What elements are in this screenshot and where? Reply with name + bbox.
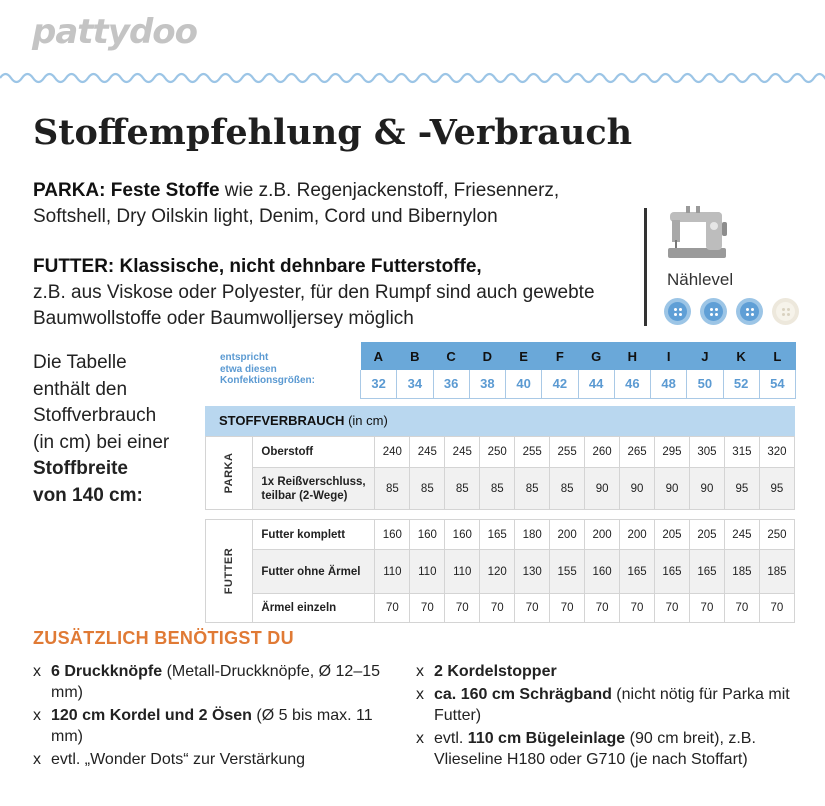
- parka-label: PARKA:: [33, 180, 106, 201]
- table-cell: 70: [689, 594, 724, 623]
- logo: pattydoo: [32, 12, 198, 52]
- list-item: x evtl. 110 cm Bügeleinlage (90 cm breit), z.B. Vlieseline H180 oder G710 (je nach Stoffart): [416, 728, 811, 770]
- table-cell: 70: [724, 594, 759, 623]
- table-cell: 295: [655, 437, 690, 468]
- table-cell: 185: [759, 550, 794, 594]
- table-cell: 85: [515, 468, 550, 510]
- list-item: x ca. 160 cm Schrägband (nicht nötig für Parka mit Futter): [416, 684, 811, 726]
- size-letters-row: [361, 342, 796, 370]
- parka-bold: Feste Stoffe: [110, 180, 220, 201]
- divider-line: [644, 208, 647, 326]
- sewing-machine-icon: [664, 204, 730, 262]
- group-gap: [206, 510, 795, 520]
- table-cell: 305: [689, 437, 724, 468]
- naehlevel-label: Nählevel: [667, 270, 734, 289]
- table-cell: 85: [375, 468, 410, 510]
- table-cell: 70: [759, 594, 794, 623]
- table-cell: 265: [620, 437, 655, 468]
- table-cell: 155: [550, 550, 585, 594]
- table-intro: [33, 350, 198, 509]
- button-icon: [772, 298, 799, 325]
- button-icon: [736, 298, 763, 325]
- table-cell: 180: [515, 520, 550, 550]
- list-item: x 2 Kordelstopper: [416, 661, 811, 682]
- size-letter: H: [614, 342, 650, 370]
- table-row: [206, 437, 795, 468]
- table-cell: 90: [655, 468, 690, 510]
- table-cell: 70: [585, 594, 620, 623]
- table-cell: 255: [550, 437, 585, 468]
- table-cell: 200: [550, 520, 585, 550]
- extras-list-right: [416, 661, 811, 772]
- size-number: 54: [759, 370, 795, 398]
- table-cell: 315: [724, 437, 759, 468]
- row-label: Futter komplett: [253, 520, 375, 550]
- group-label: PARKA: [206, 437, 253, 510]
- list-item: x evtl. „Wonder Dots“ zur Verstärkung: [33, 749, 393, 770]
- size-number: 46: [614, 370, 650, 398]
- table-row: [206, 520, 795, 550]
- table-cell: 85: [480, 468, 515, 510]
- row-label: 1x Reißverschluss, teilbar (2-Wege): [253, 468, 375, 510]
- intro-line: von 140 cm:: [33, 484, 143, 506]
- extras-list-left: [33, 661, 393, 772]
- size-letter: L: [759, 342, 795, 370]
- size-letter: G: [578, 342, 614, 370]
- table-cell: 110: [375, 550, 410, 594]
- button-icon: [700, 298, 727, 325]
- wave-divider: [0, 68, 825, 88]
- parka-text: wie z.B. Regenjackenstoff, Friesennerz, Softshell, Dry Oilskin light, Denim, Cord und Bibernylon: [33, 180, 560, 227]
- futter-text: z.B. aus Viskose oder Polyester, für den Rumpf sind auch gewebte Baumwollstoffe oder Baumwolljersey möglich: [33, 282, 595, 329]
- table-cell: 70: [655, 594, 690, 623]
- size-letter: K: [723, 342, 759, 370]
- consumption-header: STOFFVERBRAUCH (in cm): [205, 406, 795, 436]
- table-cell: 200: [585, 520, 620, 550]
- table-cell: 160: [585, 550, 620, 594]
- intro-line: (in cm) bei einer: [33, 431, 170, 453]
- size-numbers-row: [361, 370, 796, 398]
- table-cell: 90: [620, 468, 655, 510]
- table-cell: 70: [515, 594, 550, 623]
- page-title: Stoffempfehlung & -Verbrauch: [33, 112, 633, 153]
- size-letter: D: [469, 342, 505, 370]
- table-cell: 130: [515, 550, 550, 594]
- table-cell: 240: [375, 437, 410, 468]
- extras-title: ZUSÄTZLICH BENÖTIGST DU: [33, 628, 294, 648]
- size-number: 52: [723, 370, 759, 398]
- table-cell: 70: [445, 594, 480, 623]
- consumption-table-wrap: [205, 406, 795, 623]
- table-cell: 165: [655, 550, 690, 594]
- table-cell: 165: [689, 550, 724, 594]
- table-cell: 90: [689, 468, 724, 510]
- table-cell: 185: [724, 550, 759, 594]
- size-label: entspricht etwa diesen Konfektionsgrößen:: [220, 352, 315, 386]
- size-number: 40: [506, 370, 542, 398]
- size-number: 32: [361, 370, 397, 398]
- size-number: 48: [651, 370, 687, 398]
- size-letter: F: [542, 342, 578, 370]
- table-cell: 70: [620, 594, 655, 623]
- table-cell: 70: [375, 594, 410, 623]
- table-cell: 95: [724, 468, 759, 510]
- table-row: [206, 550, 795, 594]
- table-cell: 245: [445, 437, 480, 468]
- size-number: 42: [542, 370, 578, 398]
- futter-bold: Klassische, nicht dehnbare Futterstoffe,: [119, 256, 482, 277]
- table-cell: 245: [410, 437, 445, 468]
- table-cell: 70: [410, 594, 445, 623]
- table-cell: 85: [410, 468, 445, 510]
- table-cell: 205: [689, 520, 724, 550]
- table-cell: 165: [620, 550, 655, 594]
- naehlevel-rating: [664, 298, 799, 325]
- table-cell: 160: [375, 520, 410, 550]
- intro-line: Die Tabelle: [33, 352, 127, 373]
- size-letter: I: [651, 342, 687, 370]
- table-cell: 250: [759, 520, 794, 550]
- size-letter: J: [687, 342, 723, 370]
- table-cell: 250: [480, 437, 515, 468]
- table-cell: 205: [655, 520, 690, 550]
- table-cell: 245: [724, 520, 759, 550]
- consumption-table: [205, 436, 795, 623]
- size-table: [360, 342, 796, 399]
- list-item: x 120 cm Kordel und 2 Ösen (Ø 5 bis max. 11 mm): [33, 705, 393, 747]
- table-cell: 85: [445, 468, 480, 510]
- table-cell: 110: [410, 550, 445, 594]
- size-number: 36: [433, 370, 469, 398]
- table-cell: 95: [759, 468, 794, 510]
- button-icon: [664, 298, 691, 325]
- table-cell: 200: [620, 520, 655, 550]
- table-cell: 260: [585, 437, 620, 468]
- table-cell: 255: [515, 437, 550, 468]
- size-number: 44: [578, 370, 614, 398]
- row-label: Oberstoff: [253, 437, 375, 468]
- size-number: 50: [687, 370, 723, 398]
- futter-recommendation: [33, 254, 633, 332]
- row-label: Ärmel einzeln: [253, 594, 375, 623]
- size-letter: C: [433, 342, 469, 370]
- intro-line: enthält den: [33, 378, 128, 400]
- row-label: Futter ohne Ärmel: [253, 550, 375, 594]
- size-letter: B: [397, 342, 433, 370]
- size-letter: A: [361, 342, 397, 370]
- list-item: x 6 Druckknöpfe (Metall-Druckknöpfe, Ø 12–15 mm): [33, 661, 393, 703]
- parka-recommendation: [33, 178, 633, 230]
- table-cell: 320: [759, 437, 794, 468]
- table-row: [206, 594, 795, 623]
- size-number: 38: [469, 370, 505, 398]
- table-cell: 160: [445, 520, 480, 550]
- table-cell: 85: [550, 468, 585, 510]
- table-cell: 160: [410, 520, 445, 550]
- table-cell: 90: [585, 468, 620, 510]
- group-label: FUTTER: [206, 520, 253, 623]
- intro-line: Stoffbreite: [33, 458, 128, 479]
- table-row: [206, 468, 795, 510]
- table-cell: 120: [480, 550, 515, 594]
- futter-label: FUTTER:: [33, 256, 115, 277]
- table-cell: 165: [480, 520, 515, 550]
- table-cell: 110: [445, 550, 480, 594]
- table-cell: 70: [480, 594, 515, 623]
- size-number: 34: [397, 370, 433, 398]
- size-letter: E: [506, 342, 542, 370]
- table-cell: 70: [550, 594, 585, 623]
- intro-line: Stoffverbrauch: [33, 405, 157, 426]
